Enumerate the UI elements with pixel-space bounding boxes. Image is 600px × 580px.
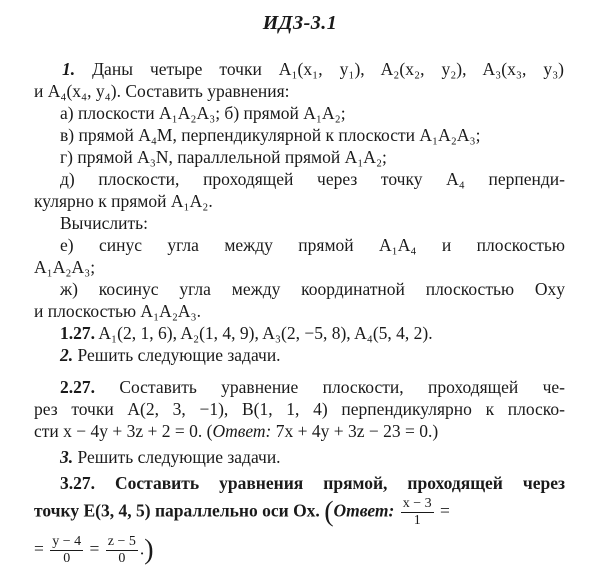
variant-1-27 xyxy=(60,322,433,344)
fraction-z-numerator: z − 5 xyxy=(107,534,136,549)
equals-sign-3: = xyxy=(89,538,100,559)
task2-number: 2. xyxy=(60,345,74,365)
problem-2-27-line1 xyxy=(60,376,565,398)
problem-3-27-answer-label: Ответ: xyxy=(333,500,395,521)
task1-number: 1. xyxy=(62,59,76,79)
task2-heading xyxy=(60,344,281,366)
problem-2-27-line3 xyxy=(34,420,438,442)
problem-2-27-answer-value: 7x + 4y + 3z − 23 = 0.) xyxy=(275,421,439,441)
task1-compute-label: Вычислить: xyxy=(60,213,148,233)
task1-item-d-line1: д) плоскости, проходящей через точку A₄ перпенди- xyxy=(60,169,565,189)
problem-3-27-text-line1: Составить уравнения прямой, проходящей через xyxy=(115,473,565,493)
answer-open-paren: ( xyxy=(324,496,334,528)
task1-item-zh-line1: ж) косинус угла между координатной плоскостью Oxy xyxy=(60,279,565,299)
problem-2-27-number: 2.27. xyxy=(60,377,95,397)
answer-fraction-y xyxy=(50,534,83,567)
fraction-z-denominator: 0 xyxy=(118,551,126,566)
variant-1-27-number: 1.27. xyxy=(60,323,95,343)
task1-item-e-line2: A₁A₂A₃; xyxy=(34,257,96,277)
answer-close-paren: ) xyxy=(144,534,154,566)
task3-heading xyxy=(60,446,281,468)
answer-fraction-x xyxy=(401,496,434,529)
answer-fraction-z xyxy=(106,534,138,567)
task1-item-v: в) прямой A₄M, перпендикулярной к плоскости A₁A₂A₃; xyxy=(60,125,481,145)
fraction-x-denominator: 1 xyxy=(413,513,421,528)
task1-line1 xyxy=(62,58,564,80)
page-title: ИДЗ-3.1 xyxy=(262,12,338,34)
equals-sign-2: = xyxy=(34,538,44,559)
task1-item-a-b: а) плоскости A₁A₂A₃; б) прямой A₁A₂; xyxy=(60,103,346,123)
answer-close: . xyxy=(139,538,145,559)
problem-3-27-text-line2: точку E(3, 4, 5) параллельно оси Ox. xyxy=(34,500,320,521)
problem-3-27-line2 xyxy=(34,496,450,529)
task1-item-e-line1: е) синус угла между прямой A₁A₄ и плоскостью xyxy=(60,235,565,255)
task1-text-line1: Даны четыре точки A₁(x₁, y₁), A₂(x₂, y₂), A₃(x₃, y₃) xyxy=(92,59,565,79)
problem-2-27-text-line1: Составить уравнение плоскости, проходящей че- xyxy=(119,377,565,397)
problem-2-27-answer: (Ответ: 7x + 4y + 3z − 23 = 0.) xyxy=(206,421,439,441)
problem-2-27-text-line3: сти x − 4y + 3z + 2 = 0. xyxy=(34,421,203,441)
task3-number: 3. xyxy=(60,447,74,467)
task2-text: Решить следующие задачи. xyxy=(77,345,281,365)
task1-item-d-line2: кулярно к прямой A₁A₂. xyxy=(34,191,213,211)
fraction-y-numerator: y − 4 xyxy=(52,534,82,549)
equals-sign-1: = xyxy=(440,500,450,521)
problem-3-27-number: 3.27. xyxy=(60,473,95,493)
fraction-y-denominator: 0 xyxy=(63,551,71,566)
task1-line2: и A₄(x₄, y₄). Составить уравнения: xyxy=(34,81,290,101)
task1-item-zh-line2: и плоскостью A₁A₂A₃. xyxy=(34,301,202,321)
variant-1-27-points: A₁(2, 1, 6), A₂(1, 4, 9), A₃(2, −5, 8), A₄(5, 4, 2). xyxy=(98,323,433,343)
task1-item-g: г) прямой A₃N, параллельной прямой A₁A₂; xyxy=(60,147,387,167)
problem-3-27-line3 xyxy=(34,534,154,567)
problem-3-27-line1 xyxy=(60,472,565,494)
fraction-x-numerator: x − 3 xyxy=(402,496,432,511)
task3-text: Решить следующие задачи. xyxy=(77,447,281,467)
problem-2-27-answer-label: Ответ: xyxy=(212,421,272,441)
problem-2-27-line2: рез точки A(2, 3, −1), B(1, 1, 4) перпендикулярно к плоско- xyxy=(34,399,565,419)
